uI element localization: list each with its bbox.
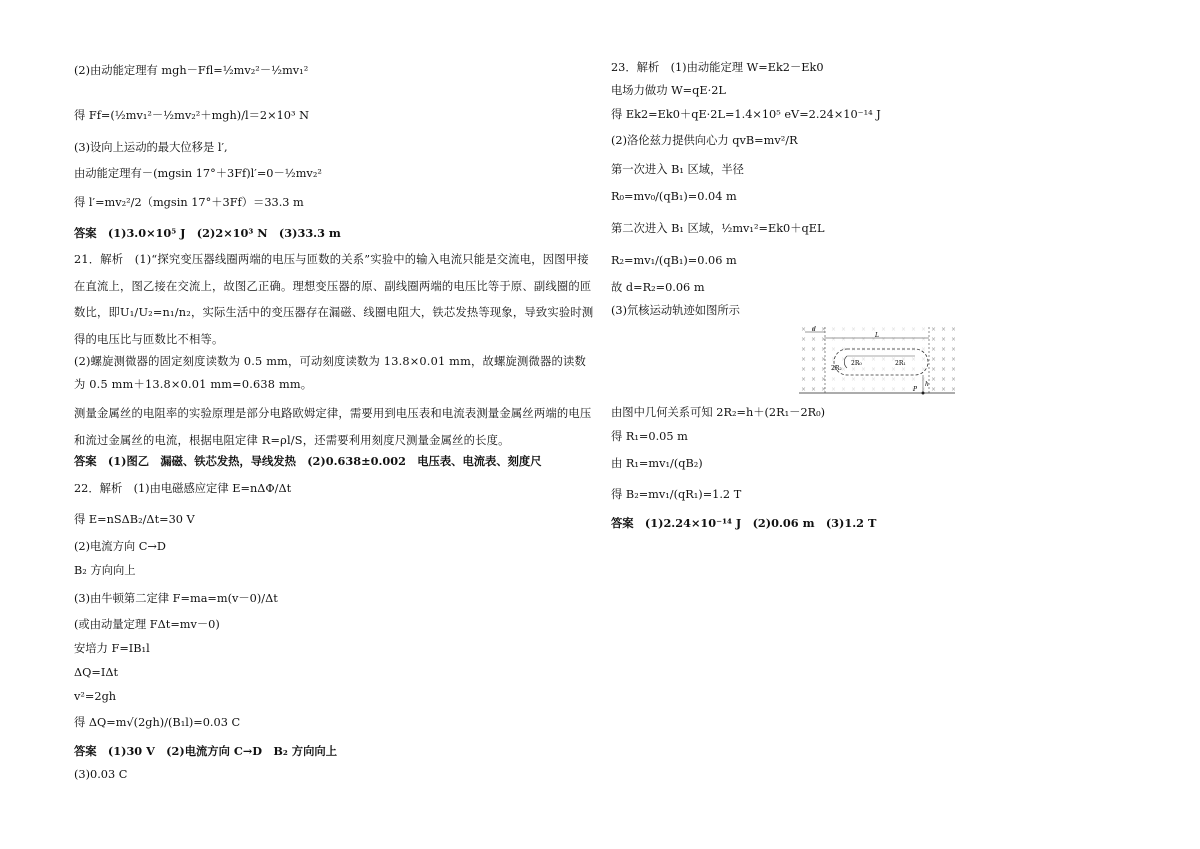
text-line: 得 l′=mv₂²/2（mgsin 17°＋3Ff）＝33.3 m — [74, 196, 304, 209]
text-line: 22．解析 (1)由电磁感应定律 E=nΔΦ/Δt — [74, 482, 292, 495]
answer-line: 答案 (1)2.24×10⁻¹⁴ J (2)0.06 m (3)1.2 T — [611, 516, 877, 530]
text-line: (2)洛伦兹力提供向心力 qvB=mv²/R — [611, 134, 798, 147]
text-line: (3)由牛顿第二定律 F=ma=m(v－0)/Δt — [74, 592, 278, 605]
paragraph: 测量金属丝的电阻率的实验原理是部分电路欧姆定律，需要用到电压表和电流表测量金属丝两端的电压和流过金属丝的电流，根据电阻定律 R=ρl/S，还需要利用刻度尺测量金属丝的长度。 — [74, 407, 592, 447]
text-line: B₂ 方向向上 — [74, 564, 136, 577]
text-line: (3)设向上运动的最大位移是 l′, — [74, 141, 228, 154]
text-line: 得 Ek2=Ek0＋qE·2L=1.4×10⁵ eV=2.24×10⁻¹⁴ J — [611, 108, 881, 121]
text-line: R₀=mv₀/(qB₁)=0.04 m — [611, 190, 737, 203]
trajectory-figure — [799, 323, 955, 399]
label-l: L — [875, 332, 879, 339]
text-line: (3)0.03 C — [74, 768, 128, 781]
text-line: 得 E=nSΔB₂/Δt=30 V — [74, 513, 195, 526]
text-line: (2)由动能定理有 mgh－Ffl=½mv₂²－½mv₁² — [74, 64, 309, 77]
text-line: 得 R₁=0.05 m — [611, 430, 688, 443]
answer-line: 答案 (1)30 V (2)电流方向 C→D B₂ 方向向上 — [74, 744, 337, 758]
label-h: h — [925, 381, 929, 388]
text-line: 安培力 F=IB₁l — [74, 642, 150, 655]
text-line: R₂=mv₁/(qB₁)=0.06 m — [611, 254, 737, 267]
label-2r2: 2R₂ — [831, 365, 842, 372]
label-p: P — [913, 386, 918, 393]
text-line: 由动能定理有－(mgsin 17°＋3Ff)l′=0－½mv₂² — [74, 167, 322, 180]
label-d: d — [812, 326, 816, 333]
text-line: 得 Ff=(½mv₁²－½mv₂²＋mgh)/l＝2×10³ N — [74, 109, 309, 122]
text-line: 由图中几何关系可知 2R₂=h＋(2R₁－2R₀) — [611, 406, 826, 419]
text-line: 23．解析 (1)由动能定理 W=Ek2－Ek0 — [611, 61, 824, 74]
text-line: 得 ΔQ=m√(2gh)/(B₁l)=0.03 C — [74, 716, 241, 729]
paragraph: (2)螺旋测微器的固定刻度读数为 0.5 mm，可动刻度读数为 13.8×0.01 mm，故螺旋测微器的读数为 0.5 mm＋13.8×0.01 mm=0.638 mm。 — [74, 355, 586, 391]
answer-line: 答案 (1)3.0×10⁵ J (2)2×10³ N (3)33.3 m — [74, 226, 341, 240]
text-line: 得 B₂=mv₁/(qR₁)=1.2 T — [611, 488, 742, 501]
label-2r1: 2R₁ — [895, 360, 906, 367]
text-line: (2)电流方向 C→D — [74, 540, 166, 553]
text-line: ΔQ=IΔt — [74, 666, 119, 679]
text-line: (或由动量定理 FΔt=mv－0) — [74, 618, 220, 631]
answer-line: 答案 (1)图乙 漏磁、铁芯发热，导线发热 (2)0.638±0.002 电压表、电流表、刻度尺 — [74, 454, 542, 468]
text-line: 第一次进入 B₁ 区域，半径 — [611, 163, 744, 176]
text-line: 电场力做功 W=qE·2L — [611, 84, 726, 97]
text-line: v²=2gh — [74, 690, 117, 703]
label-2r0: 2R₀ — [851, 360, 862, 367]
point-p — [922, 392, 925, 395]
text-line: 由 R₁=mv₁/(qB₂) — [611, 457, 703, 470]
text-line: 第二次进入 B₁ 区域，½mv₁²=Ek0＋qEL — [611, 222, 825, 235]
paragraph: 21．解析 (1)“探究变压器线圈两端的电压与匝数的关系”实验中的输入电流只能是交流电，因图甲接在直流上，图乙接在交流上，故图乙正确。理想变压器的原、副线圈两端的电压比等于原、副线圈的匝数比，即U₁/U₂=n₁/n₂，实际生活中的变压器存在漏磁、线圈电阻大，铁芯发热等现象，导致实验时测得的电压比与匝数比不相等。 — [74, 253, 594, 346]
text-line: (3)氘核运动轨迹如图所示 — [611, 304, 740, 317]
text-line: 故 d=R₂=0.06 m — [611, 281, 705, 294]
